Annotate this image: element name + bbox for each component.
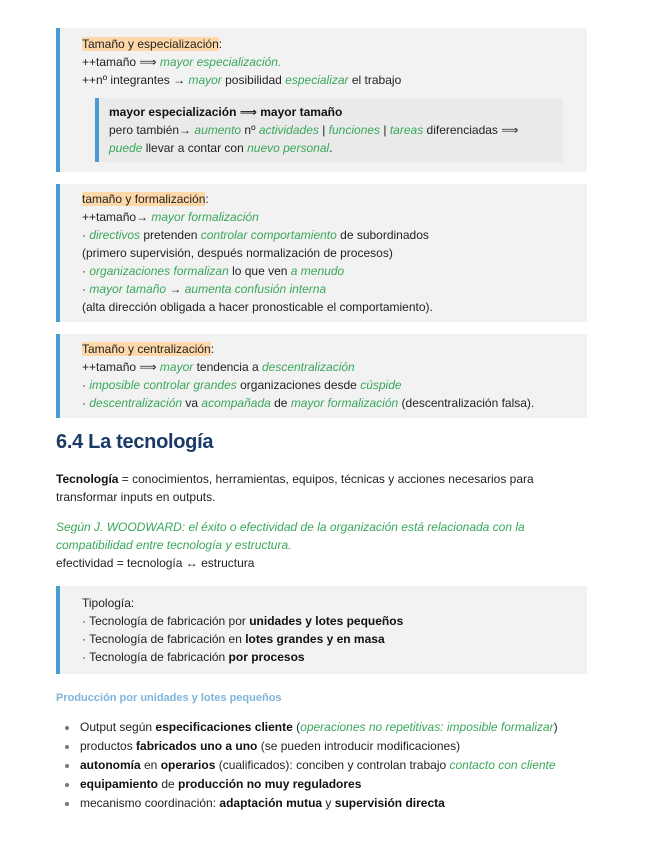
typology-label: Tipología: [82, 596, 135, 610]
list-item: equipamiento de producción no muy reguladores [80, 775, 587, 794]
definition-paragraph: Tecnología = conocimientos, herramientas, equipos, técnicas y acciones necesarios para transformar inputs en outputs. [56, 472, 534, 504]
callout-title: mayor especialización ⟹ mayor tamaño [109, 105, 343, 119]
card-line: (alta dirección obligada a hacer pronosticable el comportamiento). [82, 300, 433, 314]
card-heading: Tamaño y centralización [82, 342, 211, 356]
card-line: ++nº integrantes → mayor posibilidad especializar el trabajo [82, 73, 402, 87]
card-line: · mayor tamaño → aumenta confusión interna [82, 282, 327, 296]
card-tamano-formalizacion: tamaño y formalización: ++tamaño→ mayor formalización · directivos pretenden controlar comportamiento de subordinados (primero supervisión, después normalización de procesos) · organizaciones formalizan lo que ven a menudo · mayor tamaño → aumenta confusión interna (alta dirección obligada a hacer pronosticable el comportamiento). [56, 184, 587, 322]
card-line: · organizaciones formalizan lo que ven a menudo [82, 264, 345, 278]
card-tamano-centralizacion: Tamaño y centralización: ++tamaño ⟹ mayor tendencia a descentralización · imposible controlar grandes organizaciones desde cúspide · descentralización va acompañada de mayor formalización (descentralización falsa). [56, 334, 587, 418]
document-page [56, 28, 587, 813]
card-line: ++tamaño ⟹ mayor especialización. [82, 55, 282, 69]
woodward-quote: Según J. WOODWARD: el éxito o efectividad de la organización está relacionada con la compatibilidad entre tecnología y estructura. [56, 520, 525, 552]
card-line: (primero supervisión, después normalización de procesos) [82, 246, 393, 260]
list-item: Output según especificaciones cliente (operaciones no repetitivas: imposible formalizar) [80, 718, 587, 737]
card-line: · descentralización va acompañada de mayor formalización (descentralización falsa). [82, 396, 535, 410]
list-item: autonomía en operarios (cualificados): conciben y controlan trabajo contacto con cliente [80, 756, 587, 775]
typology-callout [56, 586, 587, 674]
nested-callout [95, 98, 563, 162]
section-title: 6.4 La tecnología [56, 431, 214, 453]
typology-item: · Tecnología de fabricación por unidades y lotes pequeños [82, 614, 404, 628]
callout-line: puede llevar a contar con nuevo personal. [109, 141, 333, 155]
subsection-title: Producción por unidades y lotes pequeños [56, 692, 282, 704]
card-line: · directivos pretenden controlar comportamiento de subordinados [82, 228, 429, 242]
card-line: ++tamaño ⟹ mayor tendencia a descentralización [82, 360, 355, 374]
card-line: · imposible controlar grandes organizaciones desde cúspide [82, 378, 402, 392]
formula-line: efectividad = tecnología ↔ estructura [56, 556, 255, 570]
card-heading: tamaño y formalización [82, 192, 206, 206]
bullet-list [56, 718, 587, 813]
callout-line: pero también→ aumento nº actividades | funciones | tareas diferenciadas ⟹ [109, 123, 519, 137]
list-item: mecanismo coordinación: adaptación mutua y supervisión directa [80, 794, 587, 813]
card-heading: Tamaño y especialización [82, 37, 219, 51]
list-item: productos fabricados uno a uno (se pueden introducir modificaciones) [80, 737, 587, 756]
typology-item: · Tecnología de fabricación por procesos [82, 650, 305, 664]
card-line: ++tamaño→ mayor formalización [82, 210, 259, 224]
typology-item: · Tecnología de fabricación en lotes grandes y en masa [82, 632, 385, 646]
card-tamano-especializacion: Tamaño y especialización: ++tamaño ⟹ mayor especialización. ++nº integrantes → mayor posibilidad especializar el trabajo mayor especialización ⟹ mayor tamaño pero también→ aumento nº actividades | funciones | tareas diferenciadas ⟹ puede llevar a contar con nuevo personal. [56, 28, 587, 172]
